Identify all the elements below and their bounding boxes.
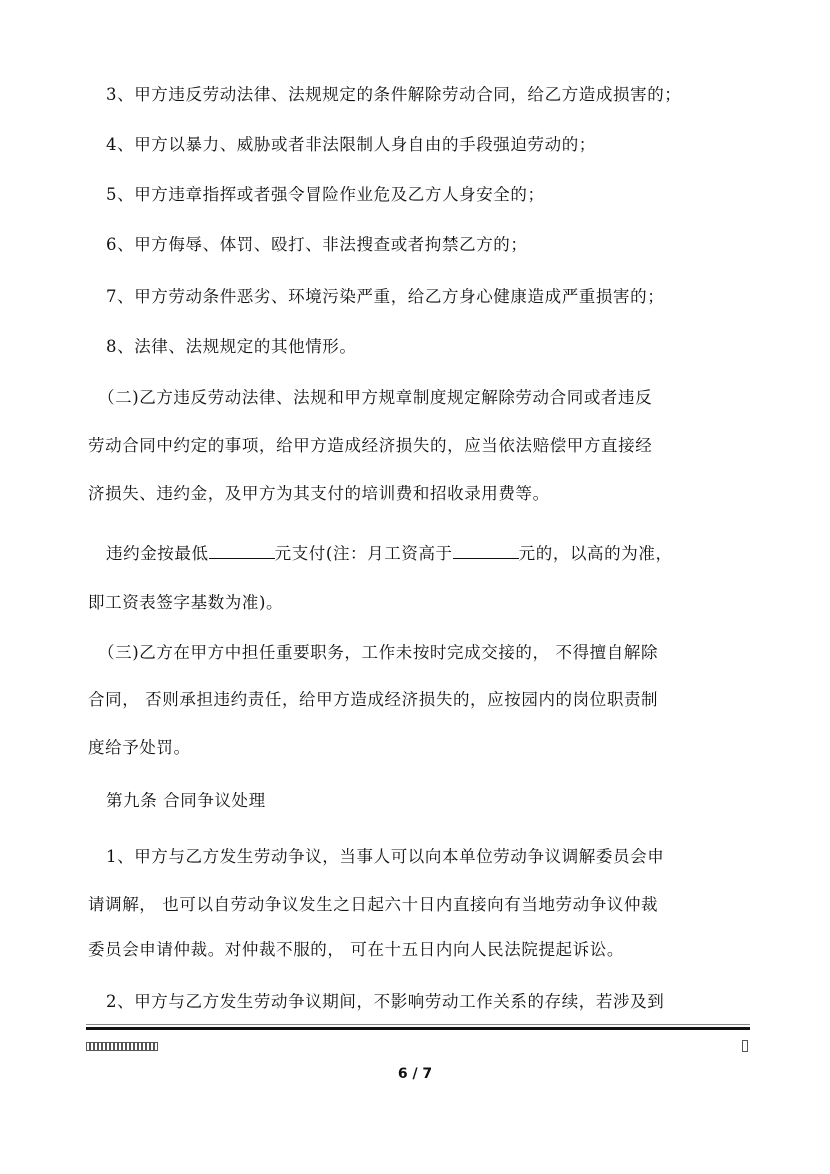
paragraph-line: （三)乙方在甲方中担任重要职务，工作未按时完成交接的， 不得擅自解除 bbox=[98, 643, 659, 662]
clause-line: 4、甲方以暴力、威胁或者非法限制人身自由的手段强迫劳动的； bbox=[106, 135, 596, 154]
paragraph-line: 济损失、违约金，及甲方为其支付的培训费和招收录用费等。 bbox=[88, 484, 550, 503]
penalty-text-1: 违约金按最低 bbox=[106, 544, 209, 563]
paragraph-line: 合同， 否则承担违约责任，给甲方造成经济损失的，应按园内的岗位职责制 bbox=[88, 690, 659, 709]
penalty-text-2: 元支付(注：月工资高于 bbox=[274, 544, 453, 563]
clause-line: 7、甲方劳动条件恶劣、环境污染严重，给乙方身心健康造成严重损害的； bbox=[106, 287, 665, 306]
penalty-line-2: 即工资表签字基数为准)。 bbox=[88, 593, 284, 612]
paragraph-line: 委员会申请仲裁。对仲裁不服的， 可在十五日内向人民法院提起诉讼。 bbox=[88, 940, 624, 959]
paragraph-line: 1、甲方与乙方发生劳动争议，当事人可以向本单位劳动争议调解委员会申 bbox=[106, 847, 665, 866]
watermark bbox=[241, 221, 659, 639]
blank-field-min bbox=[209, 542, 275, 559]
paragraph-line: 劳动合同中约定的事项，给甲方造成经济损失的，应当依法赔偿甲方直接经 bbox=[88, 436, 653, 455]
article-heading: 第九条 合同争议处理 bbox=[106, 791, 266, 810]
footer-missing-glyph-right bbox=[742, 1040, 748, 1052]
penalty-text-3: 元的，以高的为准， bbox=[518, 544, 673, 563]
paragraph-line: 度给予处罚。 bbox=[88, 738, 191, 757]
footer-missing-glyphs bbox=[86, 1042, 158, 1051]
paragraph-line: （二)乙方违反劳动法律、法规和甲方规章制度规定解除劳动合同或者违反 bbox=[98, 388, 653, 407]
footer-rule bbox=[86, 1027, 750, 1030]
footer-rule-thin bbox=[86, 1024, 750, 1025]
paragraph-line: 2、甲方与乙方发生劳动争议期间，不影响劳动工作关系的存续，若涉及到 bbox=[106, 992, 665, 1011]
clause-line: 3、甲方违反劳动法律、法规规定的条件解除劳动合同，给乙方造成损害的； bbox=[106, 85, 682, 104]
page-number: 6 / 7 bbox=[397, 1066, 433, 1082]
blank-field-salary bbox=[453, 542, 519, 559]
paragraph-line: 请调解， 也可以自劳动争议发生之日起六十日内直接向有当地劳动争议仲裁 bbox=[88, 895, 659, 914]
clause-line: 5、甲方违章指挥或者强令冒险作业危及乙方人身安全的； bbox=[106, 185, 545, 204]
clause-line: 8、法律、法规规定的其他情形。 bbox=[106, 337, 357, 356]
penalty-line bbox=[106, 542, 673, 565]
clause-line: 6、甲方侮辱、体罚、殴打、非法搜查或者拘禁乙方的； bbox=[106, 235, 528, 254]
